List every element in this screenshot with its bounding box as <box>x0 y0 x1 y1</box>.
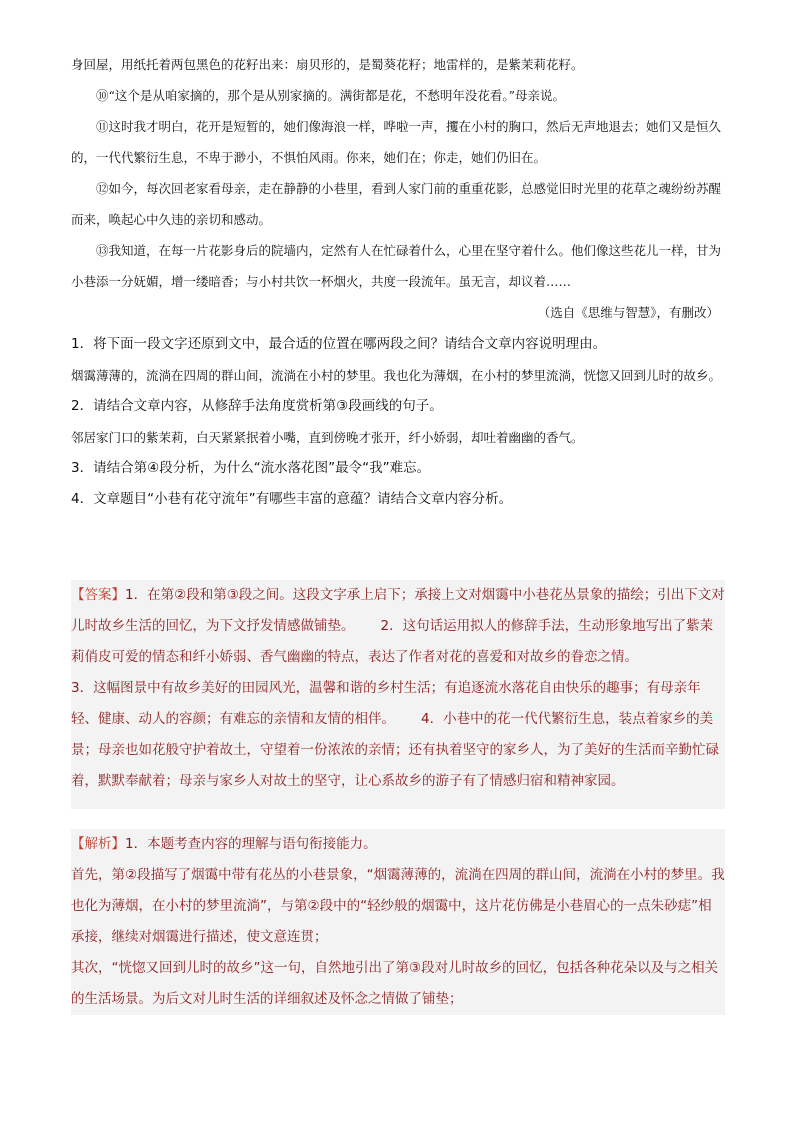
passage-paragraph-13: ⑬我知道，在每一片花影身后的院墙内，定然有人在忙碌着什么，心里在坚守着什么。他们像这些花儿一样，甘为小巷添一分妩媚，增一缕暗香；与小村共饮一杯烟火，共度一段流年。虽无言，却议着…… <box>71 243 722 289</box>
answer-section <box>71 580 725 809</box>
answer-4: 4．小巷中的花一代代繁衍生息，装点着家乡的美景；母亲也如花般守护着故土，守望着一份浓浓的亲情；还有执着坚守的家乡人，为了美好的生活而辛勤忙碌着，默默奉献着；母亲与家乡人对故土的坚守，让心系故乡的游子有了情感归宿和精神家园。 <box>71 711 719 789</box>
analysis-first: 首先，第②段描写了烟霭中带有花丛的小巷景象，“烟霭薄薄的，流淌在四周的群山间，流淌在小村的梦里。我也化为薄烟，在小村的梦里流淌”，与第②段中的“轻纱般的烟霭中，这片花仿佛是小巷眉心的一点朱砂痣”相承接，继续对烟霭进行描述，使文意连贯； <box>71 867 725 945</box>
passage <box>71 49 725 328</box>
question-1-excerpt: 烟霭薄薄的，流淌在四周的群山间，流淌在小村的梦里。我也化为薄烟，在小村的梦里流淌，恍惚又回到儿时的故乡。 <box>71 368 722 383</box>
passage-paragraph-12: ⑫如今，每次回老家看母亲，走在静静的小巷里，看到人家门前的重重花影，总感觉旧时光里的花草之魂纷纷苏醒而来，唤起心中久违的亲切和感动。 <box>71 181 722 227</box>
source-citation: （选自《思维与智慧》，有删改） <box>537 305 719 320</box>
passage-paragraph-10: ⑩“这个是从咱家摘的，那个是从别家摘的。满街都是花，不愁明年没花看。”母亲说。 <box>96 88 566 103</box>
analysis-second: 其次，“恍惚又回到儿时的故乡”这一句，自然地引出了第③段对儿时故乡的回忆，包括各种花朵以及与之相关的生活场景。为后文对儿时生活的详细叙述及怀念之情做了铺垫； <box>71 960 719 1007</box>
question-4: 4．文章题目“小巷有花守流年”有哪些丰富的意蕴？请结合文章内容分析。 <box>71 491 513 507</box>
question-2: 2．请结合文章内容，从修辞手法角度赏析第③段画线的句子。 <box>71 398 443 414</box>
analysis-tag: 【解析】 <box>71 836 125 852</box>
analysis-section <box>71 829 725 1015</box>
answer-3: 3．这幅图景中有故乡美好的田园风光，温馨和谐的乡村生活；有追逐流水落花自由快乐的趣事；有母亲年轻、健康、动人的容颜；有难忘的亲情和友情的相伴。 <box>71 680 701 727</box>
questions <box>71 329 725 515</box>
answer-paragraph-2 <box>71 673 725 797</box>
analysis-intro-line <box>71 829 725 860</box>
answer-paragraph <box>71 580 725 673</box>
answer-1: 1．在第②段和第③段之间。这段文字承上启下；承接上文对烟霭中小巷花丛景象的描绘；引出下文对儿时故乡生活的回忆，为下文抒发情感做铺垫。 <box>71 587 725 634</box>
analysis-intro: 1．本题考查内容的理解与语句衔接能力。 <box>125 836 377 852</box>
answer-tag: 【答案】 <box>71 587 125 603</box>
question-3: 3．请结合第④段分析，为什么“流水落花图”最令“我”难忘。 <box>71 460 431 476</box>
answer-2: 2．这句话运用拟人的修辞手法，生动形象地写出了紫茉莉俏皮可爱的情态和纤小娇弱、香气幽幽的特点，表达了作者对花的喜爱和对故乡的眷恋之情。 <box>71 618 714 665</box>
passage-paragraph-11: ⑪这时我才明白，花开是短暂的，她们像海浪一样，哗啦一声，攫在小村的胸口，然后无声地退去；她们又是恒久的，一代代繁衍生息，不卑于渺小，不惧怕风雨。你来，她们在；你走，她们仍旧在。 <box>71 119 722 165</box>
question-2-excerpt: 邻居家门口的紫茉莉，白天紧紧抿着小嘴，直到傍晚才张开，纤小娇弱，却吐着幽幽的香气。 <box>71 430 584 445</box>
passage-paragraph: 身回屋，用纸托着两包黑色的花籽出来：扇贝形的，是蜀葵花籽；地雷样的，是紫茉莉花籽。 <box>71 57 584 72</box>
question-1: 1．将下面一段文字还原到文中，最合适的位置在哪两段之间？请结合文章内容说明理由。 <box>71 336 607 352</box>
